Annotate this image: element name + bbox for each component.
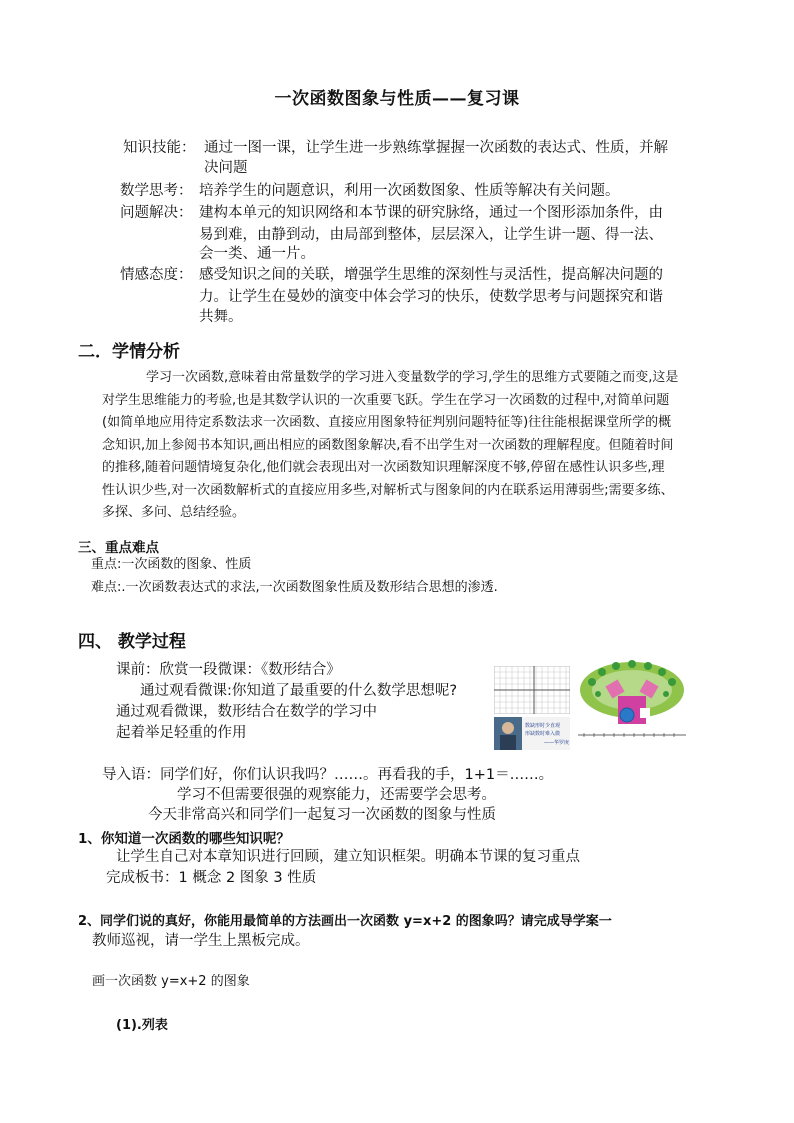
difficult-point: 难点:.一次函数表达式的求法,一次函数图象性质及数形结合思想的渗透. bbox=[91, 580, 498, 595]
draw-graph-task: 画一次函数 y=x+2 的图象 bbox=[92, 974, 250, 989]
math-thinking-label: 数学思考： bbox=[120, 183, 193, 199]
question-1-line-1: 让学生自己对本章知识进行回顾，建立知识框架。明确本节课的复习重点 bbox=[116, 849, 580, 865]
problem-solving-line-2: 易到难，由静到动，由局部到整体，层层深入，让学生讲一题、得一法、 bbox=[199, 227, 663, 243]
emotion-line-2: 力。让学生在曼妙的演变中体会学习的快乐，使数学思考与问题探究和谐 bbox=[199, 289, 663, 305]
hua-luogeng-photo bbox=[494, 717, 570, 750]
question-2-line-2: 教师巡视，请一学生上黑板完成。 bbox=[92, 933, 310, 949]
question-2-line-1: 2、同学们说的真好，你能用最简单的方法画出一次函数 y=x+2 的图象吗？请完成导学案一 bbox=[78, 914, 612, 929]
paragraph-line: 多探、多问、总结经验。 bbox=[102, 505, 246, 520]
section-3-heading: 三、重点难点 bbox=[78, 540, 159, 556]
section-2-heading: 二．学情分析 bbox=[78, 342, 180, 362]
section-4-heading: 四、 教学过程 bbox=[78, 632, 186, 652]
knowledge-line-1: 通过一图一课，让学生进一步熟练掌握握一次函数的表达式、性质，并解 bbox=[204, 140, 668, 156]
intro-line-1: 导入语：同学们好，你们认识我吗？……。再看我的手，1+1＝……。 bbox=[102, 767, 554, 783]
key-point: 重点:一次函数的图象、性质 bbox=[91, 557, 252, 572]
quote-line-2: 形缺数时难入微 bbox=[525, 731, 561, 737]
paragraph-line: 对学生思维能力的考验,也是其数学认识的一次重要飞跃。学生在学习一次函数的过程中,对简单问题 bbox=[102, 392, 670, 408]
paragraph-line: 学习一次函数,意味着由常量数学的学习进入变量数学的学习,学生的思维方式要随之而变,这是 bbox=[146, 370, 679, 385]
knowledge-line-2: 决问题 bbox=[204, 160, 248, 176]
math-thinking-text: 培养学生的问题意识，利用一次函数图象、性质等解决有关问题。 bbox=[199, 183, 620, 199]
emotion-label: 情感态度： bbox=[120, 267, 193, 283]
pythagoras-tree-image bbox=[578, 660, 686, 740]
paragraph-line: (如简单地应用待定系数法求一次函数、直接应用图象特征判别问题特征等)往往能根据课堂所学的概 bbox=[102, 415, 672, 430]
problem-solving-line-1: 建构本单元的知识网络和本节课的研究脉络，通过一个图形添加条件，由 bbox=[199, 205, 663, 221]
intro-line-2: 学习不但需要很强的观察能力，还需要学会思考。 bbox=[177, 787, 496, 803]
paragraph-line: 性认识少些,对一次函数解析式的直接应用多些,对解析式与图象间的内在联系运用薄弱些;需要多练、 bbox=[102, 482, 674, 498]
paragraph-line: 念知识,加上参阅书本知识,画出相应的函数图象解决,看不出学生对一次函数的理解程度。但随着时间 bbox=[102, 437, 674, 453]
problem-solving-label: 问题解决： bbox=[120, 205, 193, 221]
blackboard-summary: 完成板书：1 概念 2 图象 3 性质 bbox=[106, 870, 317, 886]
question-1-heading: 1、你知道一次函数的哪些知识呢？ bbox=[78, 831, 290, 847]
micro-lesson-answer-1: 通过观看微课，数形结合在数学的学习中 bbox=[116, 704, 377, 720]
knowledge-label: 知识技能： bbox=[123, 140, 196, 156]
step-1-table: (1).列表 bbox=[116, 1018, 168, 1033]
micro-lesson-question: 通过观看微课:你知道了最重要的什么数学思想呢? bbox=[140, 683, 458, 699]
quote-line-1: 数缺形时少直观 bbox=[525, 723, 561, 729]
coordinate-grid-image bbox=[494, 666, 570, 714]
quote-author: ——华罗庚 bbox=[544, 740, 570, 746]
page-title: 一次函数图象与性质——复习课 bbox=[274, 89, 520, 109]
paragraph-line: 的推移,随着问题情境复杂化,他们就会表现出对一次函数知识理解深度不够,停留在感性认识多些,理 bbox=[102, 460, 665, 475]
pre-class-text: 课前：欣赏一段微课：《数形结合》 bbox=[116, 662, 341, 678]
learning-analysis-paragraph bbox=[102, 367, 678, 525]
emotion-line-1: 感受知识之间的关联，增强学生思维的深刻性与灵活性，提高解决问题的 bbox=[199, 267, 663, 283]
emotion-line-3: 共舞。 bbox=[199, 309, 243, 325]
intro-line-3: 今天非常高兴和同学们一起复习一次函数的图象与性质 bbox=[148, 807, 496, 823]
problem-solving-line-3: 会一类、通一片。 bbox=[199, 246, 315, 262]
micro-lesson-answer-2: 起着举足轻重的作用 bbox=[116, 725, 247, 741]
